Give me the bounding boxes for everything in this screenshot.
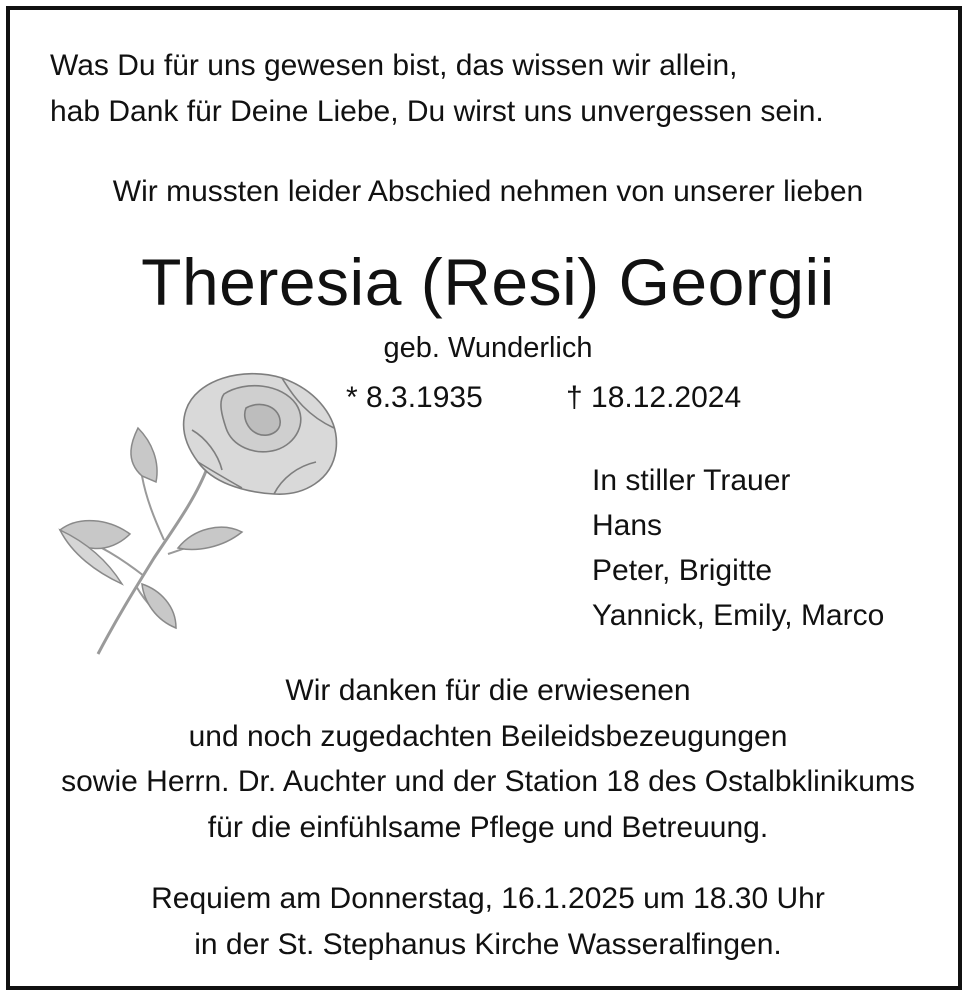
death-date: † 18.12.2024 bbox=[566, 381, 742, 414]
mourners-line: In stiller Trauer bbox=[592, 464, 791, 497]
requiem-line: Requiem am Donnerstag, 16.1.2025 um 18.30 Uhr bbox=[151, 882, 825, 915]
deceased-name: Theresia (Resi) Georgii bbox=[141, 245, 835, 319]
mourner-name: Yannick, Emily, Marco bbox=[592, 599, 885, 632]
mourner-name: Peter, Brigitte bbox=[592, 554, 773, 587]
requiem-line: in der St. Stephanus Kirche Wasseralfingen. bbox=[194, 928, 782, 961]
intro-text: Wir mussten leider Abschied nehmen von unserer lieben bbox=[112, 175, 864, 208]
thanks-line: sowie Herrn. Dr. Auchter und der Station 18 des Ostalbklinikums bbox=[61, 765, 915, 798]
mourner-name: Hans bbox=[592, 509, 663, 542]
motto-line-1: Was Du für uns gewesen bist, das wissen wir allein, bbox=[50, 49, 738, 82]
birth-date: * 8.3.1935 bbox=[346, 381, 483, 414]
thanks-line: und noch zugedachten Beileidsbezeugungen bbox=[188, 719, 788, 753]
requiem-info bbox=[10, 876, 966, 968]
rose-icon bbox=[46, 358, 346, 658]
obituary-notice bbox=[6, 6, 962, 990]
thanks-line: Wir danken für die erwiesenen bbox=[285, 674, 691, 707]
motto-line-2: hab Dank für Deine Liebe, Du wirst uns unvergessen sein. bbox=[50, 95, 824, 128]
mourners-list bbox=[592, 458, 884, 638]
maiden-name: geb. Wunderlich bbox=[383, 332, 593, 364]
thanks-text bbox=[10, 668, 966, 850]
thanks-line: für die einfühlsame Pflege und Betreuung. bbox=[207, 810, 769, 844]
